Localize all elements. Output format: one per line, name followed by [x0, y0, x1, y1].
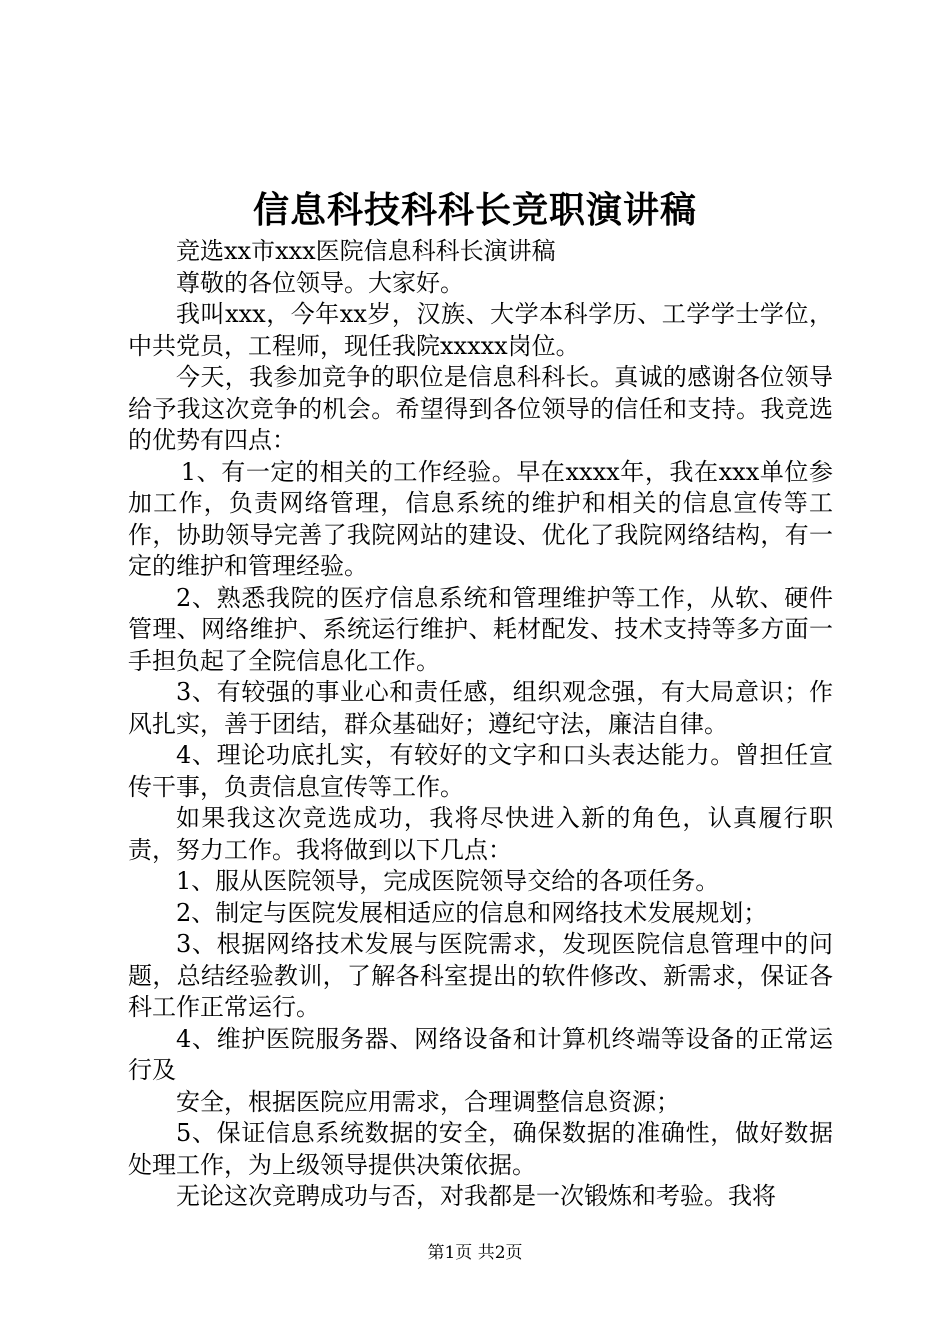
paragraph-plan-2: 2、制定与医院发展相适应的信息和网络技术发展规划；: [176, 898, 768, 927]
paragraph-plan-1: 1、服从医院领导，完成医院领导交给的各项任务。: [176, 867, 720, 895]
paragraph-commitment: 如果我这次竞选成功，我将尽快进入新的角色，认真履行职责，努力工作。我将做到以下几点：: [128, 804, 833, 864]
paragraph-heading-line: 竞选xx市xxx医院信息科科长演讲稿: [176, 237, 556, 265]
paragraph-position: 今天，我参加竞争的职位是信息科科长。真诚的感谢各位领导给予我这次竞争的机会。希望得到各位领导的信任和支持。我竞选的优势有四点：: [128, 363, 833, 454]
paragraph-plan-5: 5、保证信息系统数据的安全，确保数据的准确性，做好数据处理工作，为上级领导提供决策依据。: [128, 1119, 833, 1179]
paragraph-introduction: 我叫xxx，今年xx岁，汉族、大学本科学历、工学学士学位，中共党员，工程师，现任我院xxxxx岗位。: [128, 300, 833, 360]
paragraph-advantage-3: 3、有较强的事业心和责任感，组织观念强，有大局意识；作风扎实，善于团结，群众基础好；遵纪守法，廉洁自律。: [128, 678, 833, 738]
paragraph-plan-4: 4、维护医院服务器、网络设备和计算机终端等设备的正常运行及: [128, 1024, 833, 1084]
page-number-footer: 第1页 共2页: [427, 1243, 523, 1263]
document-body: [128, 236, 833, 1213]
paragraph-advantage-1: 1、有一定的相关的工作经验。早在xxxx年，我在xxx单位参加工作，负责网络管理，信息系统的维护和相关的信息宣传等工作，协助领导完善了我院网站的建设、优化了我院网络结构，有一定的维护和管理经验。: [128, 457, 833, 580]
paragraph-plan-4-continued: 安全，根据医院应用需求，合理调整信息资源；: [176, 1087, 680, 1116]
document-title: 信息科技科科长竞职演讲稿: [252, 189, 697, 231]
paragraph-greeting: 尊敬的各位领导。大家好。: [176, 268, 464, 297]
paragraph-advantage-4: 4、理论功底扎实，有较好的文字和口头表达能力。曾担任宣传干事，负责信息宣传等工作。: [128, 741, 833, 801]
paragraph-plan-3: 3、根据网络技术发展与医院需求，发现医院信息管理中的问题，总结经验教训，了解各科室提出的软件修改、新需求，保证各科工作正常运行。: [128, 930, 833, 1021]
paragraph-closing: 无论这次竞聘成功与否，对我都是一次锻炼和考验。我将: [176, 1182, 776, 1210]
paragraph-advantage-2: 2、熟悉我院的医疗信息系统和管理维护等工作，从软、硬件管理、网络维护、系统运行维护、耗材配发、技术支持等多方面一手担负起了全院信息化工作。: [128, 583, 833, 675]
